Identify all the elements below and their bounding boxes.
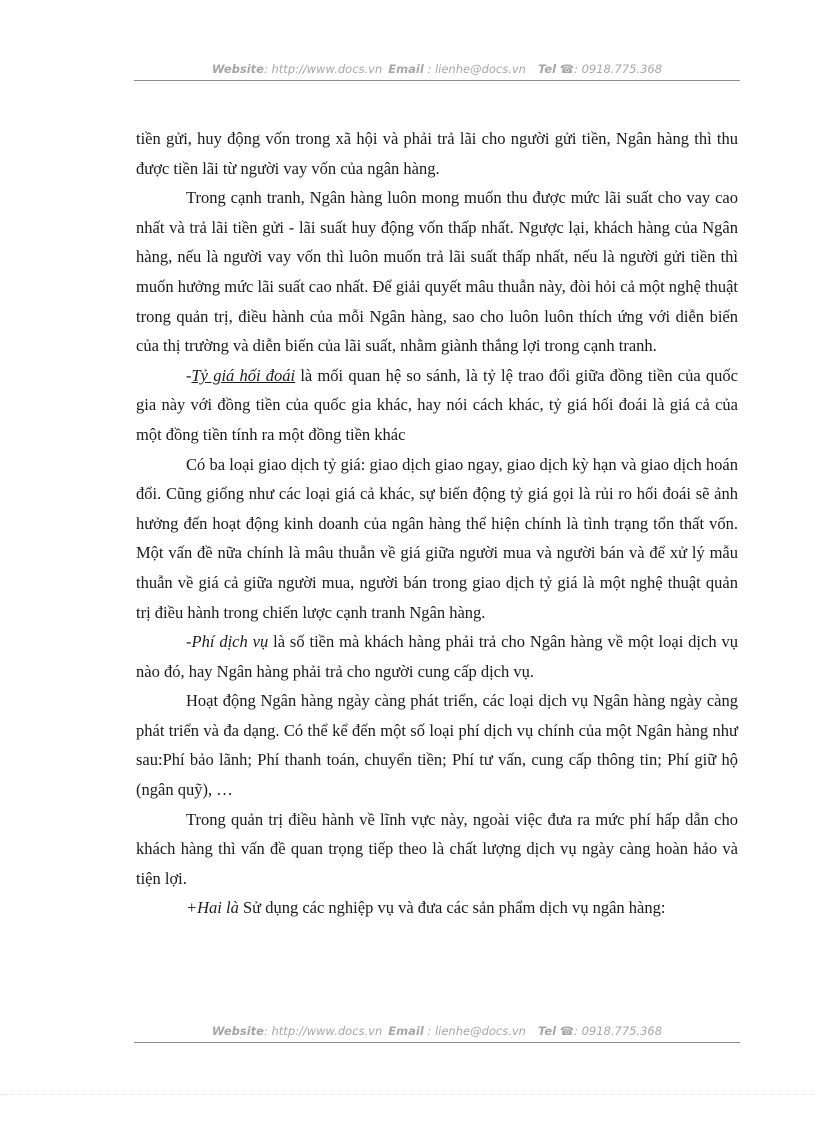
phone-icon: ☎ bbox=[559, 1024, 575, 1038]
document-body bbox=[136, 124, 738, 923]
footer-email-label: Email bbox=[388, 1024, 424, 1038]
paragraph-service-fee bbox=[136, 627, 738, 686]
paragraph: Có ba loại giao dịch tỷ giá: giao dịch giao ngay, giao dịch kỳ hạn và giao dịch hoán đổi. Cũng giống như các loại giá cả khác, sự biến động tỷ giá gọi là rủi ro hối đoái sẽ ảnh hưởng đến hoạt động kinh doanh của ngân hàng thể hiện chính là tình trạng tổn thất vốn. Một vấn đề nữa chính là mâu thuẫn về giá giữa người mua và người bán và để xử lý mẫu thuẫn về giá cả giữa người mua, người bán trong giao dịch tỷ giá là một nghệ thuật quản trị điều hành trong chiến lược cạnh tranh Ngân hàng. bbox=[136, 454, 738, 622]
paragraph-text: là số tiền mà khách hàng phải trả cho Ngân hàng về một loại dịch vụ nào đó, hay Ngân hàng phải trả cho người cung cấp dịch vụ. bbox=[136, 632, 738, 681]
paragraph-exchange-rate bbox=[136, 361, 738, 450]
header-email-address[interactable]: : lienhe@docs.vn bbox=[423, 62, 526, 76]
paragraph-text: là mối quan hệ so sánh, là tỷ lệ trao đổi giữa đồng tiền của quốc gia này với đồng tiền của quốc gia khác, hay nói cách khác, tỷ giá hối đoái là giá cả của một đồng tiền tính ra một đồng tiền khác bbox=[136, 365, 738, 444]
footer-website-url[interactable]: : http://www.docs.vn bbox=[263, 1024, 383, 1038]
paragraph: Hoạt động Ngân hàng ngày càng phát triển, các loại dịch vụ Ngân hàng ngày càng phát triển và đa dạng. Có thể kể đến một số loại phí dịch vụ chính của một Ngân hàng như sau:Phí bảo lãnh; Phí thanh toán, chuyển tiền; Phí tư vấn, cung cấp thông tin; Phí giữ hộ (ngân quỹ), … bbox=[136, 691, 738, 800]
term-service-fee: Phí dịch vụ bbox=[191, 632, 269, 652]
paragraph: Trong quản trị điều hành về lĩnh vực này, ngoài việc đưa ra mức phí hấp dẫn cho khách hàng thì vấn đề quan trọng tiếp theo là chất lượng dịch vụ ngày càng hoàn hảo và tiện lợi. bbox=[136, 809, 738, 888]
header-tel-number: : 0918.775.368 bbox=[574, 62, 663, 76]
paragraph: tiền gửi, huy động vốn trong xã hội và phải trả lãi cho người gửi tiền, Ngân hàng thì thu được tiền lãi từ người vay vốn của ngân hàng. bbox=[136, 129, 738, 178]
footer-email-address[interactable]: : lienhe@docs.vn bbox=[423, 1024, 526, 1038]
term-second: +Hai là bbox=[186, 898, 239, 918]
page-footer bbox=[134, 1024, 740, 1038]
paragraph: Trong cạnh tranh, Ngân hàng luôn mong muốn thu được mức lãi suất cho vay cao nhất và trả lãi tiền gửi - lãi suất huy động vốn thấp nhất. Ngược lại, khách hàng của Ngân hàng, nếu là người vay vốn thì luôn muốn trả lãi suất thấp nhất, nếu là người gửi tiền thì muốn hưởng mức lãi suất cao nhất. Để giải quyết mâu thuẫn này, đòi hỏi cả một nghệ thuật trong quản trị, điều hành của mỗi Ngân hàng, sao cho luôn luôn thích ứng với diễn biến của thị trường và diễn biến của lãi suất, nhằm giành thắng lợi trong cạnh tranh. bbox=[136, 188, 738, 356]
header-website-url[interactable]: : http://www.docs.vn bbox=[263, 62, 383, 76]
header-website-label: Website bbox=[211, 62, 264, 76]
paragraph-text: Sử dụng các nghiệp vụ và đưa các sản phẩm dịch vụ ngân hàng: bbox=[238, 898, 666, 918]
page-header bbox=[134, 62, 740, 76]
header-email-label: Email bbox=[388, 62, 424, 76]
term-exchange-rate: Tỷ giá hối đoái bbox=[191, 365, 296, 385]
header-divider bbox=[134, 80, 740, 81]
footer-divider bbox=[134, 1042, 740, 1043]
footer-website-label: Website bbox=[211, 1024, 264, 1038]
bullet-dash: - bbox=[186, 365, 192, 385]
footer-tel-label: Tel bbox=[537, 1024, 557, 1038]
phone-icon: ☎ bbox=[559, 62, 575, 76]
header-tel-label: Tel bbox=[537, 62, 557, 76]
page-bottom-border bbox=[0, 1094, 816, 1095]
footer-tel-number: : 0918.775.368 bbox=[574, 1024, 663, 1038]
bullet-dash: - bbox=[186, 632, 192, 652]
paragraph-second-point bbox=[136, 893, 738, 923]
